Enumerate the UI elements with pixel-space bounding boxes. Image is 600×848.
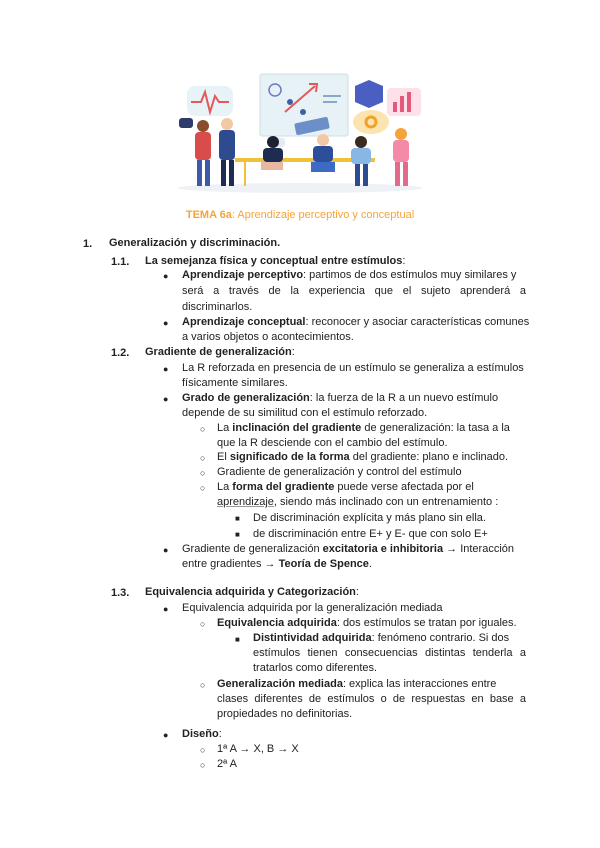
person-icon — [393, 128, 409, 186]
bullet-text: La R reforzada en presencia de un estímulo se generaliza a estímulos — [182, 362, 524, 374]
section-number: 1. — [83, 238, 93, 250]
subsection-heading: La semejanza física y conceptual entre estímulos: — [145, 255, 406, 267]
bullet-text: tratarlos como diferentes. — [253, 662, 378, 674]
bullet-disc: ● — [163, 604, 169, 614]
header-illustration — [175, 72, 425, 194]
person-icon — [351, 136, 371, 186]
heartbeat-bubble-icon — [187, 86, 233, 116]
bullet-text: clases diferentes de estímulos o de respuestas en base a — [217, 693, 526, 705]
bullet-text: La forma del gradiente puede verse afectada por el — [217, 481, 474, 493]
bullet-circle: ○ — [200, 424, 206, 434]
bullet-square: ■ — [235, 635, 240, 644]
bullet-text: Grado de generalización: la fuerza de la R a un nuevo estímulo — [182, 392, 499, 404]
subsection-number: 1.3. — [111, 587, 130, 599]
bullet-text: La inclinación del gradiente de generalización: la tasa a la — [217, 422, 510, 434]
chat-bubble-icon — [179, 118, 193, 128]
gear-bubble-icon — [353, 110, 389, 134]
bullet-text: Generalización mediada: explica las interacciones entre — [217, 678, 497, 690]
bullet-circle: ○ — [200, 760, 206, 770]
bullet-circle: ○ — [200, 483, 206, 493]
bullet-text: a varios objetos o acontecimientos. — [182, 331, 354, 343]
bullet-text: de discriminación entre E+ y E- que con solo E+ — [253, 528, 488, 540]
bullet-text: Diseño: — [182, 728, 222, 740]
bullet-text: De discriminación explícita y más plano sin ella. — [253, 512, 486, 524]
bullet-text: Gradiente de generalización excitatoria e inhibitoria → Interacción — [182, 543, 514, 555]
bullet-text: discriminarlos. — [182, 301, 253, 313]
bullet-text: 1ª A → X, B → X — [217, 743, 299, 755]
person-icon — [311, 134, 335, 172]
bullet-square: ■ — [235, 530, 240, 539]
bullet-text: que la R desciende con el cambio del estímulo. — [217, 437, 448, 449]
subsection-heading: Equivalencia adquirida y Categorización: — [145, 586, 359, 598]
presentation-screen-icon — [260, 74, 348, 136]
bullet-text: Aprendizaje perceptivo: partimos de dos estímulos muy similares y — [182, 269, 517, 281]
bullet-text: 2ª A — [217, 758, 237, 770]
bullet-disc: ● — [163, 318, 169, 328]
bullet-circle: ○ — [200, 680, 206, 690]
subsection-heading: Gradiente de generalización: — [145, 346, 295, 358]
bullet-text: El significado de la forma del gradiente: plano e inclinado. — [217, 451, 509, 463]
bullet-disc: ● — [163, 364, 169, 374]
bullet-text: entre gradientes → Teoría de Spence. — [182, 558, 372, 570]
bullet-text: Gradiente de generalización y control del estímulo — [217, 466, 462, 478]
bullet-circle: ○ — [200, 619, 206, 629]
page-title: TEMA 6a: Aprendizaje perceptivo y conceptual — [185, 209, 415, 221]
bar-chart-bubble-icon — [387, 88, 421, 116]
bullet-text: físicamente similares. — [182, 377, 288, 389]
bullet-circle: ○ — [200, 468, 206, 478]
bullet-text: Equivalencia adquirida: dos estímulos se tratan por iguales. — [217, 617, 517, 629]
bullet-text: será a través de la experiencia que el sujeto aprenderá a — [182, 285, 526, 297]
bullet-text: estímulos tienen consecuencias distintas tenderla a — [253, 647, 526, 659]
bullet-text: Distintividad adquirida: fenómeno contrario. Si dos — [253, 632, 510, 644]
cube-icon — [355, 80, 383, 108]
person-icon — [195, 120, 211, 186]
bullet-text: Aprendizaje conceptual: reconocer y asociar características comunes — [182, 316, 530, 328]
subsection-number: 1.1. — [111, 256, 130, 268]
bullet-disc: ● — [163, 730, 169, 740]
bullet-text: propiedades no definitorias. — [217, 708, 353, 720]
bullet-disc: ● — [163, 394, 169, 404]
person-icon — [219, 118, 235, 186]
bullet-circle: ○ — [200, 745, 206, 755]
bullet-disc: ● — [163, 271, 169, 281]
subsection-number: 1.2. — [111, 347, 130, 359]
bullet-text: depende de su similitud con el estímulo reforzado. — [182, 407, 428, 419]
section-heading: Generalización y discriminación. — [109, 237, 281, 249]
bullet-square: ■ — [235, 514, 240, 523]
bullet-disc: ● — [163, 545, 169, 555]
bullet-circle: ○ — [200, 453, 206, 463]
bullet-text: Equivalencia adquirida por la generalización mediada — [182, 602, 443, 614]
bullet-text: aprendizaje, siendo más inclinado con un entrenamiento : — [217, 496, 499, 508]
